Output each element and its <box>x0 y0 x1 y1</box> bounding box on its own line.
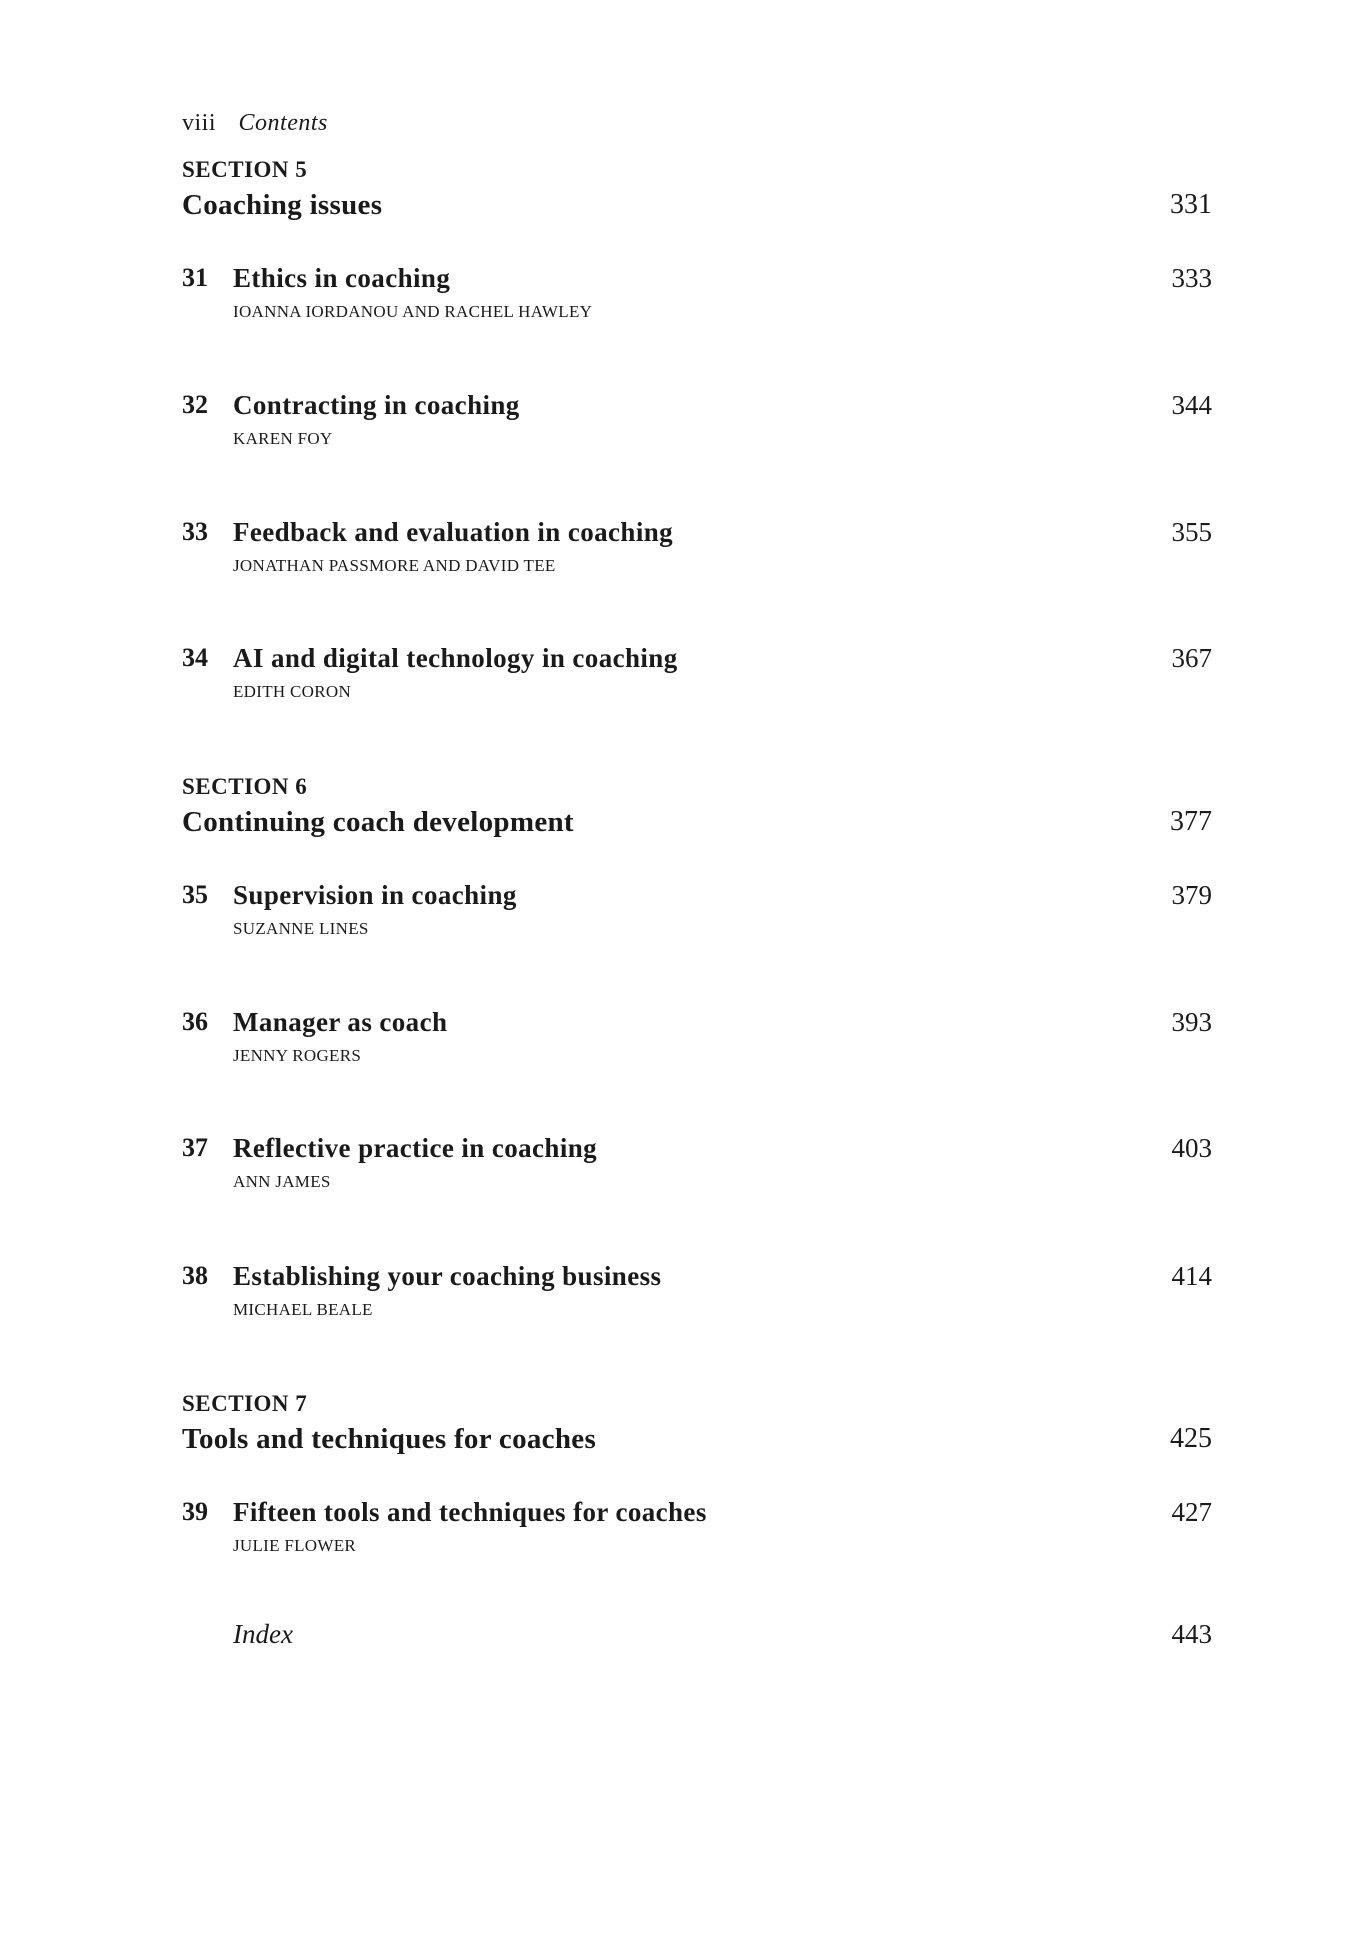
chapter-number: 32 <box>182 390 208 419</box>
chapter-39 <box>182 1494 1212 1574</box>
index-entry <box>182 1616 1212 1652</box>
chapter-title: Reflective practice in coaching <box>233 1133 598 1163</box>
chapter-number: 37 <box>182 1133 208 1162</box>
chapter-36 <box>182 1004 1212 1084</box>
section-5 <box>182 155 1212 225</box>
chapter-page: 414 <box>1171 1261 1212 1291</box>
chapter-title: Contracting in coaching <box>233 390 520 420</box>
chapter-author: ANN JAMES <box>233 1172 331 1191</box>
chapter-author: SUZANNE LINES <box>233 919 369 938</box>
chapter-title: Feedback and evaluation in coaching <box>233 517 674 547</box>
index-page: 443 <box>1171 1619 1212 1649</box>
section-title: Continuing coach development <box>182 806 574 838</box>
chapter-title: Establishing your coaching business <box>233 1261 662 1291</box>
section-page: 425 <box>1170 1423 1212 1454</box>
chapter-number: 34 <box>182 643 208 672</box>
section-label: SECTION 7 <box>182 1391 308 1416</box>
running-header <box>182 110 328 137</box>
section-7 <box>182 1389 1212 1459</box>
chapter-38 <box>182 1258 1212 1338</box>
chapter-page: 333 <box>1171 263 1212 293</box>
chapter-page: 367 <box>1171 643 1212 673</box>
chapter-page: 379 <box>1171 880 1212 910</box>
chapter-35 <box>182 877 1212 957</box>
chapter-author: MICHAEL BEALE <box>233 1300 373 1319</box>
chapter-33 <box>182 514 1212 594</box>
chapter-page: 344 <box>1171 390 1212 420</box>
chapter-number: 39 <box>182 1497 208 1526</box>
chapter-page: 393 <box>1171 1007 1212 1037</box>
chapter-number: 33 <box>182 517 208 546</box>
chapter-34 <box>182 640 1212 720</box>
chapter-author: IOANNA IORDANOU AND RACHEL HAWLEY <box>233 302 593 321</box>
section-page: 377 <box>1170 806 1212 837</box>
running-title: Contents <box>238 110 328 136</box>
chapter-number: 35 <box>182 880 208 909</box>
chapter-37 <box>182 1130 1212 1210</box>
chapter-page: 427 <box>1171 1497 1212 1527</box>
section-page: 331 <box>1170 189 1212 220</box>
chapter-author: EDITH CORON <box>233 682 352 701</box>
chapter-page: 355 <box>1171 517 1212 547</box>
chapter-number: 31 <box>182 263 208 292</box>
chapter-page: 403 <box>1171 1133 1212 1163</box>
index-title: Index <box>233 1619 293 1649</box>
chapter-author: KAREN FOY <box>233 429 333 448</box>
section-label: SECTION 5 <box>182 157 308 182</box>
chapter-title: AI and digital technology in coaching <box>233 643 678 673</box>
chapter-author: JONATHAN PASSMORE AND DAVID TEE <box>233 556 556 575</box>
chapter-title: Manager as coach <box>233 1007 448 1037</box>
chapter-31 <box>182 260 1212 340</box>
section-title: Coaching issues <box>182 189 383 221</box>
chapter-number: 36 <box>182 1007 208 1036</box>
section-label: SECTION 6 <box>182 774 308 799</box>
chapter-title: Fifteen tools and techniques for coaches <box>233 1497 707 1527</box>
chapter-author: JULIE FLOWER <box>233 1536 357 1555</box>
chapter-32 <box>182 387 1212 467</box>
chapter-number: 38 <box>182 1261 208 1290</box>
chapter-author: JENNY ROGERS <box>233 1046 362 1065</box>
page-number: viii <box>182 110 217 136</box>
chapter-title: Supervision in coaching <box>233 880 517 910</box>
section-title: Tools and techniques for coaches <box>182 1423 597 1455</box>
chapter-title: Ethics in coaching <box>233 263 451 293</box>
section-6 <box>182 772 1212 842</box>
